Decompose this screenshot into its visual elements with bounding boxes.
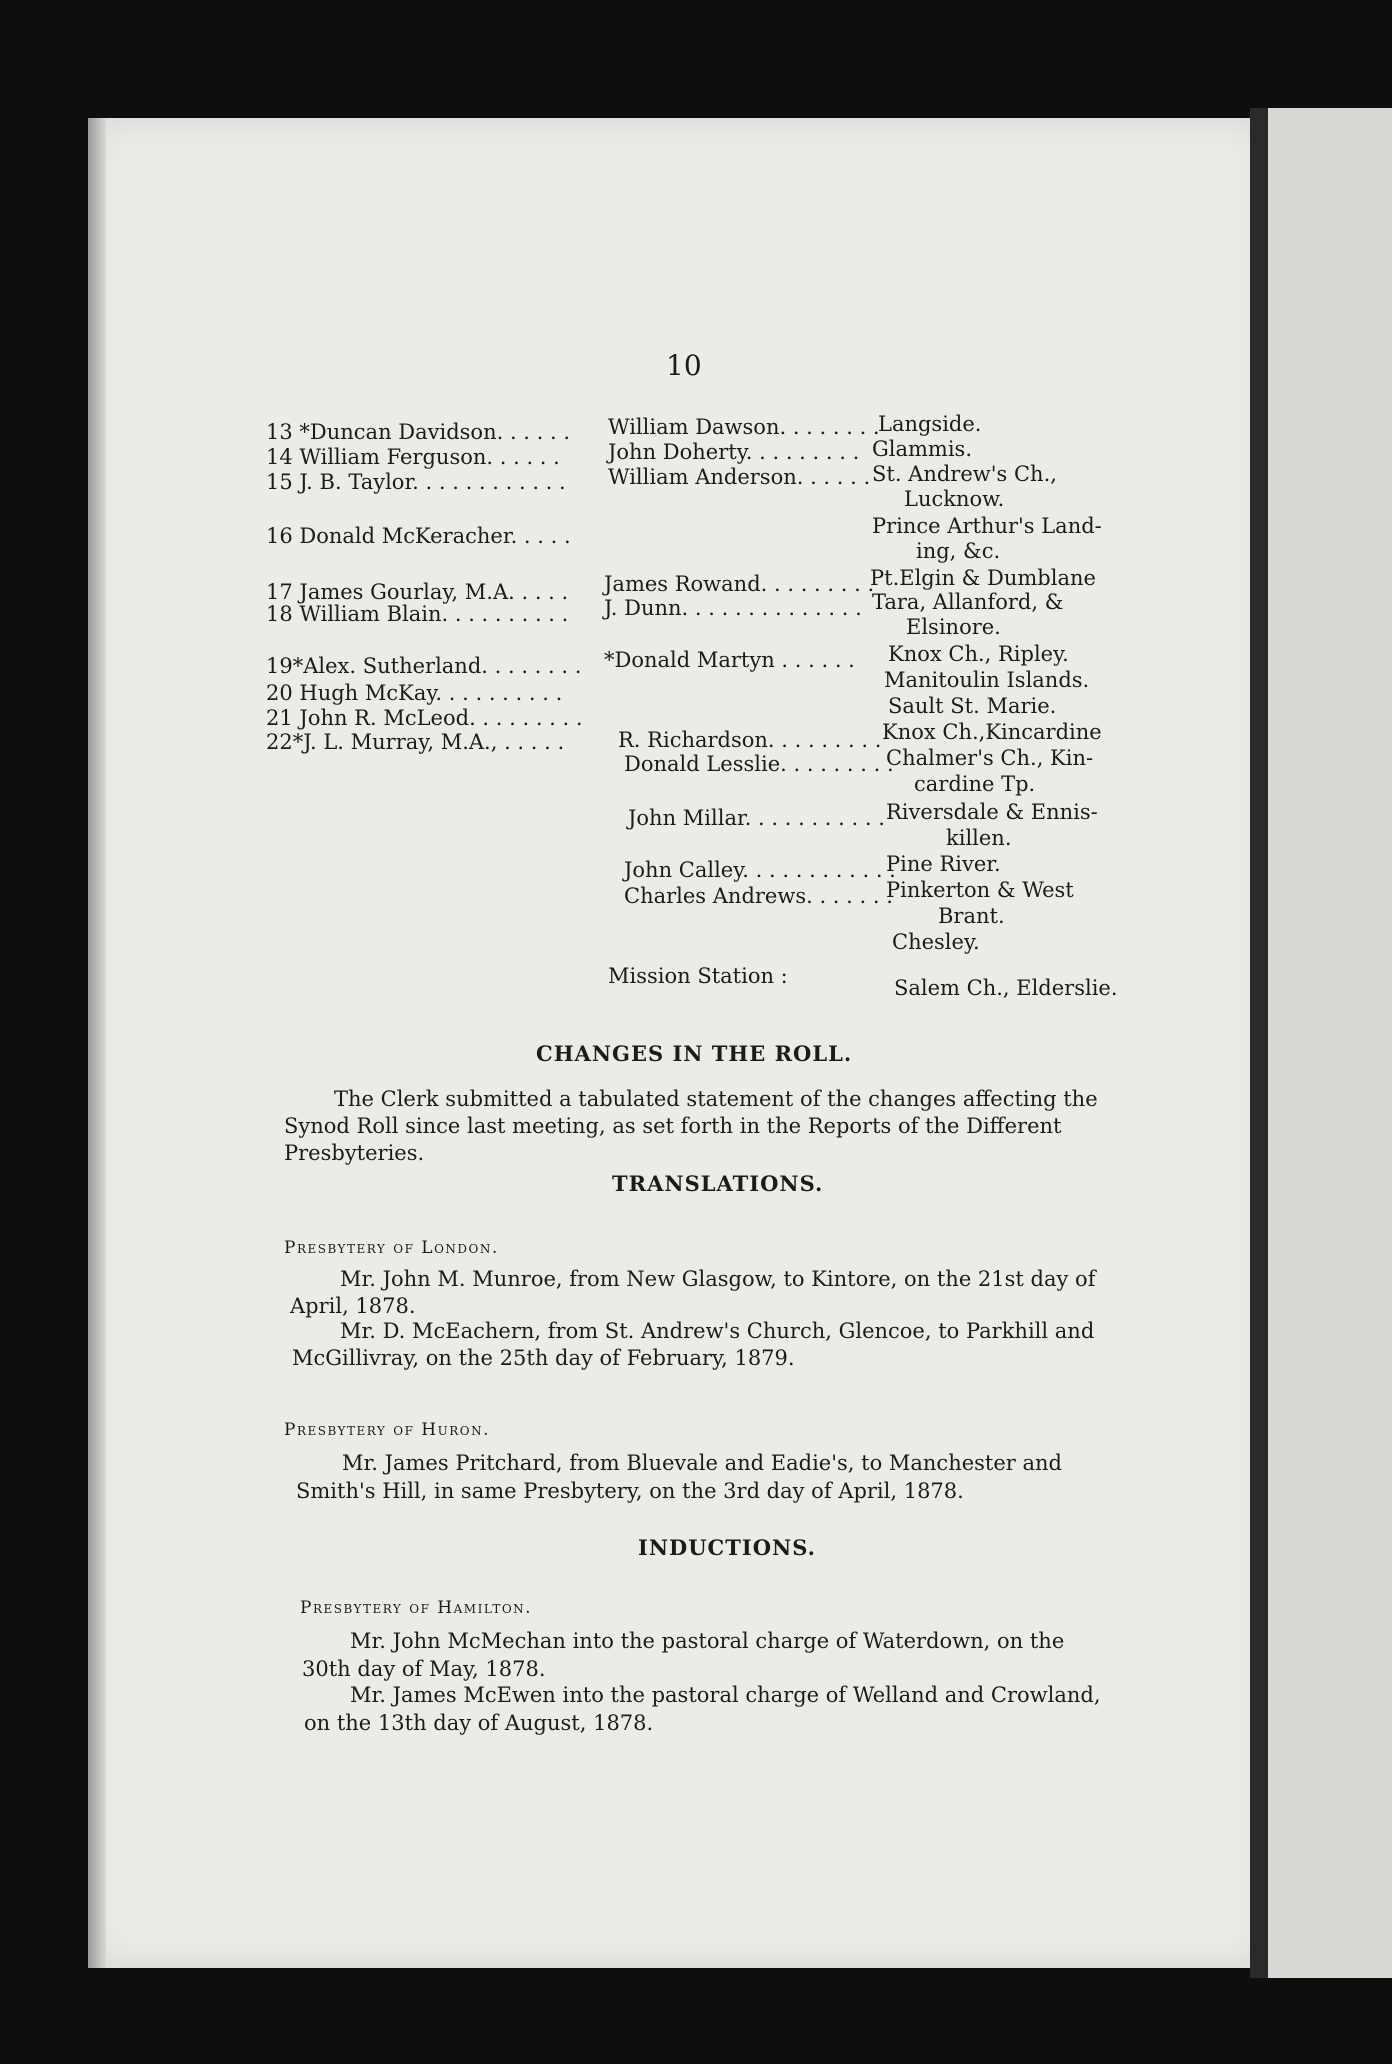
roll-left: 18 William Blain. . . . . . . . . . [266,602,569,626]
huron-line: Smith's Hill, in same Presbytery, on the 3rd day of April, 1878. [296,1479,964,1503]
roll-left: 13 *Duncan Davidson. . . . . . [266,420,571,444]
roll-charge: Pine River. [886,852,1001,876]
hamilton-line: Mr. James McEwen into the pastoral charge of Welland and Crowland, [350,1683,1101,1707]
roll-minister: William Dawson. . . . . . . . [608,415,880,439]
roll-left: 19*Alex. Sutherland. . . . . . . . [266,654,582,678]
roll-minister: Charles Andrews. . . . . . . [624,884,893,908]
roll-minister: *Donald Martyn . . . . . . [604,648,855,672]
roll-charge: Pt.Elgin & Dumblane [870,566,1096,590]
changes-heading: CHANGES IN THE ROLL. [536,1041,853,1066]
mission-station-label: Mission Station : [608,964,788,988]
presbytery-huron: Presbytery of Huron. [284,1420,491,1440]
changes-line: Presbyteries. [284,1141,425,1165]
roll-charge: Salem Ch., Elderslie. [894,976,1118,1000]
page-divider [1250,108,1268,1978]
roll-charge: Tara, Allanford, & [872,590,1064,614]
roll-charge: Chesley. [892,930,980,954]
roll-charge: Knox Ch.,Kincardine [882,720,1102,744]
roll-minister: William Anderson. . . . . . [608,465,871,489]
changes-line: The Clerk submitted a tabulated statement of the changes affecting the [334,1087,1098,1111]
roll-minister: R. Richardson. . . . . . . . . [618,728,882,752]
hamilton-line: on the 13th day of August, 1878. [304,1711,654,1735]
roll-minister: Donald Lesslie. . . . . . . . . [624,752,894,776]
hamilton-line: 30th day of May, 1878. [302,1657,546,1681]
roll-charge: St. Andrew's Ch., [872,462,1057,486]
roll-charge: ing, &c. [916,539,1001,563]
roll-minister: John Calley. . . . . . . . . . . . [624,858,896,882]
hamilton-line: Mr. John McMechan into the pastoral charge of Waterdown, on the [350,1629,1065,1653]
london-line: Mr. D. McEachern, from St. Andrew's Church, Glencoe, to Parkhill and [340,1319,1095,1343]
presbytery-london: Presbytery of London. [284,1238,499,1258]
roll-charge: Knox Ch., Ripley. [888,642,1069,666]
roll-charge: Prince Arthur's Land- [872,514,1102,538]
roll-charge: Lucknow. [904,487,1005,511]
roll-minister: J. Dunn. . . . . . . . . . . . . . [604,596,862,620]
roll-charge: Riversdale & Ennis- [886,800,1098,824]
roll-charge: killen. [946,826,1012,850]
roll-charge: Manitoulin Islands. [884,668,1090,692]
translations-heading: TRANSLATIONS. [612,1171,824,1196]
page-gutter-shadow [88,118,106,1968]
roll-charge: Glammis. [872,437,973,461]
roll-left: 15 J. B. Taylor. . . . . . . . . . . . [266,470,566,494]
roll-left: 20 Hugh McKay. . . . . . . . . . [266,681,563,705]
london-line: April, 1878. [290,1294,416,1318]
inductions-heading: INDUCTIONS. [638,1535,816,1560]
roll-charge: cardine Tp. [914,772,1036,796]
roll-left: 16 Donald McKeracher. . . . . [266,524,571,548]
changes-line: Synod Roll since last meeting, as set forth in the Reports of the Different [284,1114,1062,1138]
roll-charge: Chalmer's Ch., Kin- [886,746,1094,770]
roll-charge: Sault St. Marie. [888,694,1057,718]
page-number: 10 [666,349,702,382]
roll-left: 22*J. L. Murray, M.A., . . . . . [266,730,565,754]
roll-left: 14 William Ferguson. . . . . . [266,445,560,469]
roll-minister: John Doherty. . . . . . . . . [608,440,860,464]
london-line: McGillivray, on the 25th day of February, 1879. [292,1346,795,1370]
roll-charge: Elsinore. [906,615,1001,639]
roll-left: 17 James Gourlay, M.A. . . . . [266,580,569,604]
facing-page-edge [1268,108,1392,1978]
roll-charge: Brant. [938,904,1005,928]
roll-minister: James Rowand. . . . . . . . . [604,572,875,596]
london-line: Mr. John M. Munroe, from New Glasgow, to Kintore, on the 21st day of [340,1267,1096,1291]
roll-left: 21 John R. McLeod. . . . . . . . . [266,706,583,730]
huron-line: Mr. James Pritchard, from Bluevale and Eadie's, to Manchester and [342,1451,1062,1475]
roll-charge: Pinkerton & West [886,878,1074,902]
roll-charge: Langside. [878,412,982,436]
presbytery-hamilton: Presbytery of Hamilton. [300,1598,533,1618]
roll-minister: John Millar. . . . . . . . . . . [628,806,885,830]
